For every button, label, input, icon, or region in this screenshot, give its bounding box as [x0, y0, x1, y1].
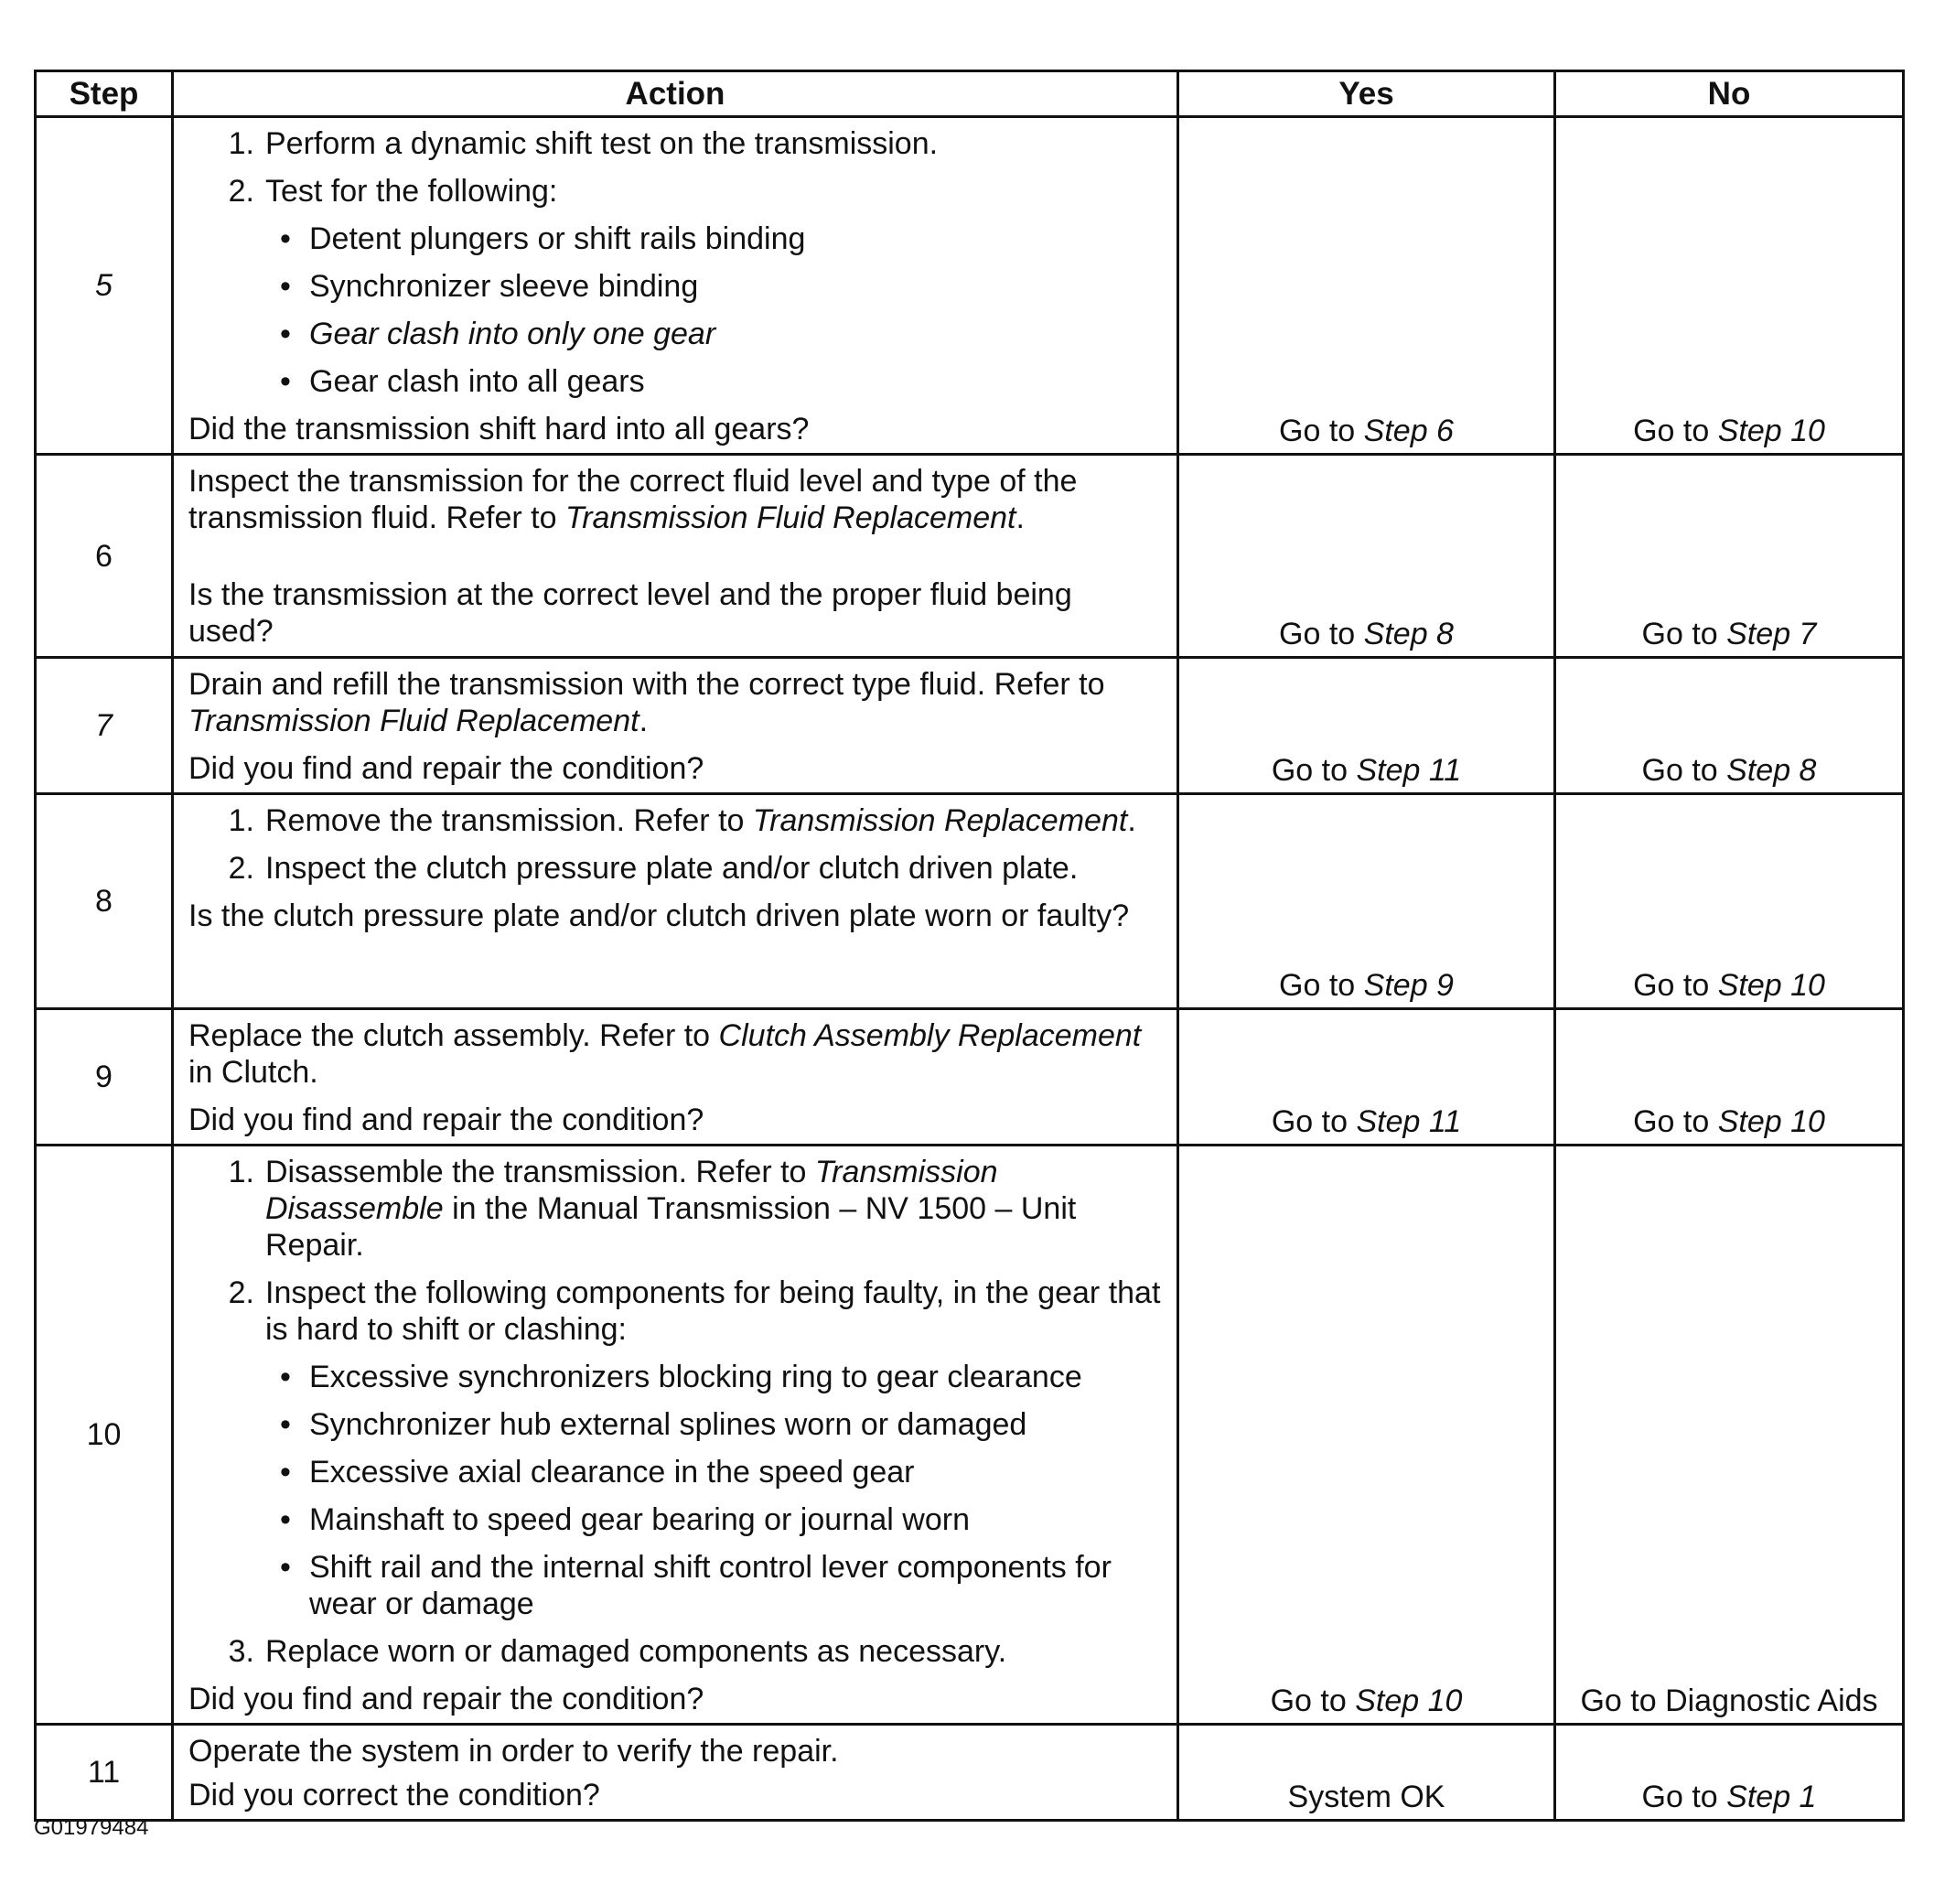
step-number: 7: [36, 658, 173, 794]
list-item: Remove the transmission. Refer to: [265, 803, 745, 838]
no-cell: Go to Step 10: [1555, 117, 1904, 455]
figure-id: G01979484: [34, 1815, 149, 1840]
table-row: [36, 658, 1904, 794]
table-row: [36, 117, 1904, 455]
reference-link[interactable]: Transmission Replacement: [752, 803, 1128, 838]
step-link[interactable]: Step 9: [1363, 968, 1454, 1003]
bullet-item: Synchronizer sleeve binding: [309, 269, 699, 304]
bullet-item: Excessive axial clearance in the speed gear: [309, 1455, 915, 1490]
no-cell: [1555, 1146, 1904, 1725]
action-cell: Inspect the transmission for the correct fluid level and type of the transmission fluid. Refer to Transmission Fluid Replacement. Is the transmission at the correct level and the proper fluid being used?: [173, 455, 1178, 658]
step-link[interactable]: Step 11: [1356, 1104, 1462, 1139]
reference-link[interactable]: Transmission Disassemble: [265, 1155, 998, 1226]
question: Did you find and repair the condition?: [188, 1103, 704, 1137]
action-cell: 1. Perform a dynamic shift test on the transmission. 2. Test for the following: • Detent plungers or shift rails binding • Synchronizer sleeve binding • Gear clash into only one gear • Gear clash into all gears Did the transmission shift hard into all gears?: [173, 117, 1178, 455]
question: Is the clutch pressure plate and/or clutch driven plate worn or faulty?: [188, 898, 1130, 933]
header-step: Step: [36, 71, 173, 117]
bullet-item: Excessive synchronizers blocking ring to gear clearance: [309, 1360, 1082, 1394]
step-number: 6: [36, 455, 173, 658]
question: Did you find and repair the condition?: [188, 1682, 704, 1716]
step-link[interactable]: Step 11: [1356, 753, 1462, 788]
yes-cell: Go to Step 9: [1178, 794, 1555, 1009]
reference-link[interactable]: Transmission Fluid Replacement: [564, 500, 1016, 535]
step-link[interactable]: Step 10: [1717, 1104, 1825, 1139]
action-cell: 1. Disassemble the transmission. Refer to Transmission Disassemble in the Manual Transmission – NV 1500 – Unit Repair. 2. Inspect the following components for being faulty, in the gear that is hard to shift or clashing: • Excessive synchronizers blocking ring to gear clearance • Synchronizer hub external splines worn or damaged • Excessive axial clearance in the speed gear • Mainshaft to speed gear bearing or journal worn • Shift rail and the internal shift control lever components for wear or damage 3. Replace worn or damaged components as necessary. Did you find and repair the condition?: [173, 1146, 1178, 1725]
question: Did the transmission shift hard into all gears?: [188, 412, 810, 446]
yes-cell: Go to Step 11: [1178, 1009, 1555, 1146]
list-item: Disassemble the transmission. Refer to: [265, 1155, 807, 1189]
question: Did you find and repair the condition?: [188, 751, 704, 786]
list-item: Test for the following:: [265, 174, 558, 209]
step-number: 5: [36, 117, 173, 455]
step-number: 8: [36, 794, 173, 1009]
action-cell: 1. Remove the transmission. Refer to Transmission Replacement. 2. Inspect the clutch pressure plate and/or clutch driven plate. Is the clutch pressure plate and/or clutch driven plate worn or faulty?: [173, 794, 1178, 1009]
action-cell: Operate the system in order to verify the repair. Did you correct the condition?: [173, 1725, 1178, 1821]
reference-link[interactable]: Transmission Fluid Replacement: [188, 704, 639, 738]
yes-cell: Go to Step 6: [1178, 117, 1555, 455]
question: Did you correct the condition?: [188, 1778, 600, 1813]
bullet-item: Gear clash into only one gear: [309, 317, 716, 351]
bullet-item: Shift rail and the internal shift control lever components for wear or damage: [309, 1550, 1112, 1621]
bullet-item: Mainshaft to speed gear bearing or journal worn: [309, 1502, 970, 1537]
list-item: Replace worn or damaged components as necessary.: [265, 1634, 1007, 1669]
list-item: Inspect the following components for being faulty, in the gear that is hard to shift or clashing:: [265, 1275, 1161, 1347]
table-row: [36, 1146, 1904, 1725]
yes-cell: Go to Step 11: [1178, 658, 1555, 794]
yes-cell: [1178, 1725, 1555, 1821]
step-number: 10: [36, 1146, 173, 1725]
action-cell: Drain and refill the transmission with the correct type fluid. Refer to Transmission Fluid Replacement. Did you find and repair the condition?: [173, 658, 1178, 794]
step-link[interactable]: Step 8: [1363, 617, 1454, 651]
action-cell: Replace the clutch assembly. Refer to Clutch Assembly Replacement in Clutch. Did you find and repair the condition?: [173, 1009, 1178, 1146]
step-link[interactable]: Step 10: [1355, 1683, 1463, 1718]
table-row: [36, 1009, 1904, 1146]
table-row: [36, 794, 1904, 1009]
step-number: 11: [36, 1725, 173, 1821]
diagnostic-table: [34, 70, 1905, 1822]
no-cell: Go to Step 8: [1555, 658, 1904, 794]
bullet-item: Detent plungers or shift rails binding: [309, 221, 806, 256]
header-yes: Yes: [1178, 71, 1555, 117]
no-cell: Go to Step 7: [1555, 455, 1904, 658]
list-item: Perform a dynamic shift test on the transmission.: [265, 126, 939, 161]
result-label: System OK: [1287, 1780, 1445, 1814]
no-cell: Go to Step 1: [1555, 1725, 1904, 1821]
step-link[interactable]: Step 1: [1726, 1780, 1817, 1814]
bullet-item: Synchronizer hub external splines worn or damaged: [309, 1407, 1027, 1442]
question: Is the transmission at the correct level and the proper fluid being used?: [188, 577, 1072, 649]
yes-cell: Go to Step 8: [1178, 455, 1555, 658]
step-link[interactable]: Step 6: [1363, 414, 1454, 448]
step-link[interactable]: Go to Diagnostic Aids: [1580, 1683, 1878, 1718]
step-link[interactable]: Step 8: [1726, 753, 1817, 788]
yes-cell: Go to Step 10: [1178, 1146, 1555, 1725]
header-row: [36, 71, 1904, 117]
step-link[interactable]: Step 10: [1717, 968, 1825, 1003]
no-cell: Go to Step 10: [1555, 1009, 1904, 1146]
header-no: No: [1555, 71, 1904, 117]
header-action: Action: [173, 71, 1178, 117]
step-link[interactable]: Step 7: [1726, 617, 1817, 651]
table-row: [36, 1725, 1904, 1821]
step-link[interactable]: Step 10: [1717, 414, 1825, 448]
step-number: 9: [36, 1009, 173, 1146]
reference-link[interactable]: Clutch Assembly Replacement: [718, 1018, 1142, 1053]
table-row: [36, 455, 1904, 658]
bullet-item: Gear clash into all gears: [309, 364, 645, 399]
no-cell: Go to Step 10: [1555, 794, 1904, 1009]
list-item: Inspect the clutch pressure plate and/or clutch driven plate.: [265, 851, 1079, 886]
